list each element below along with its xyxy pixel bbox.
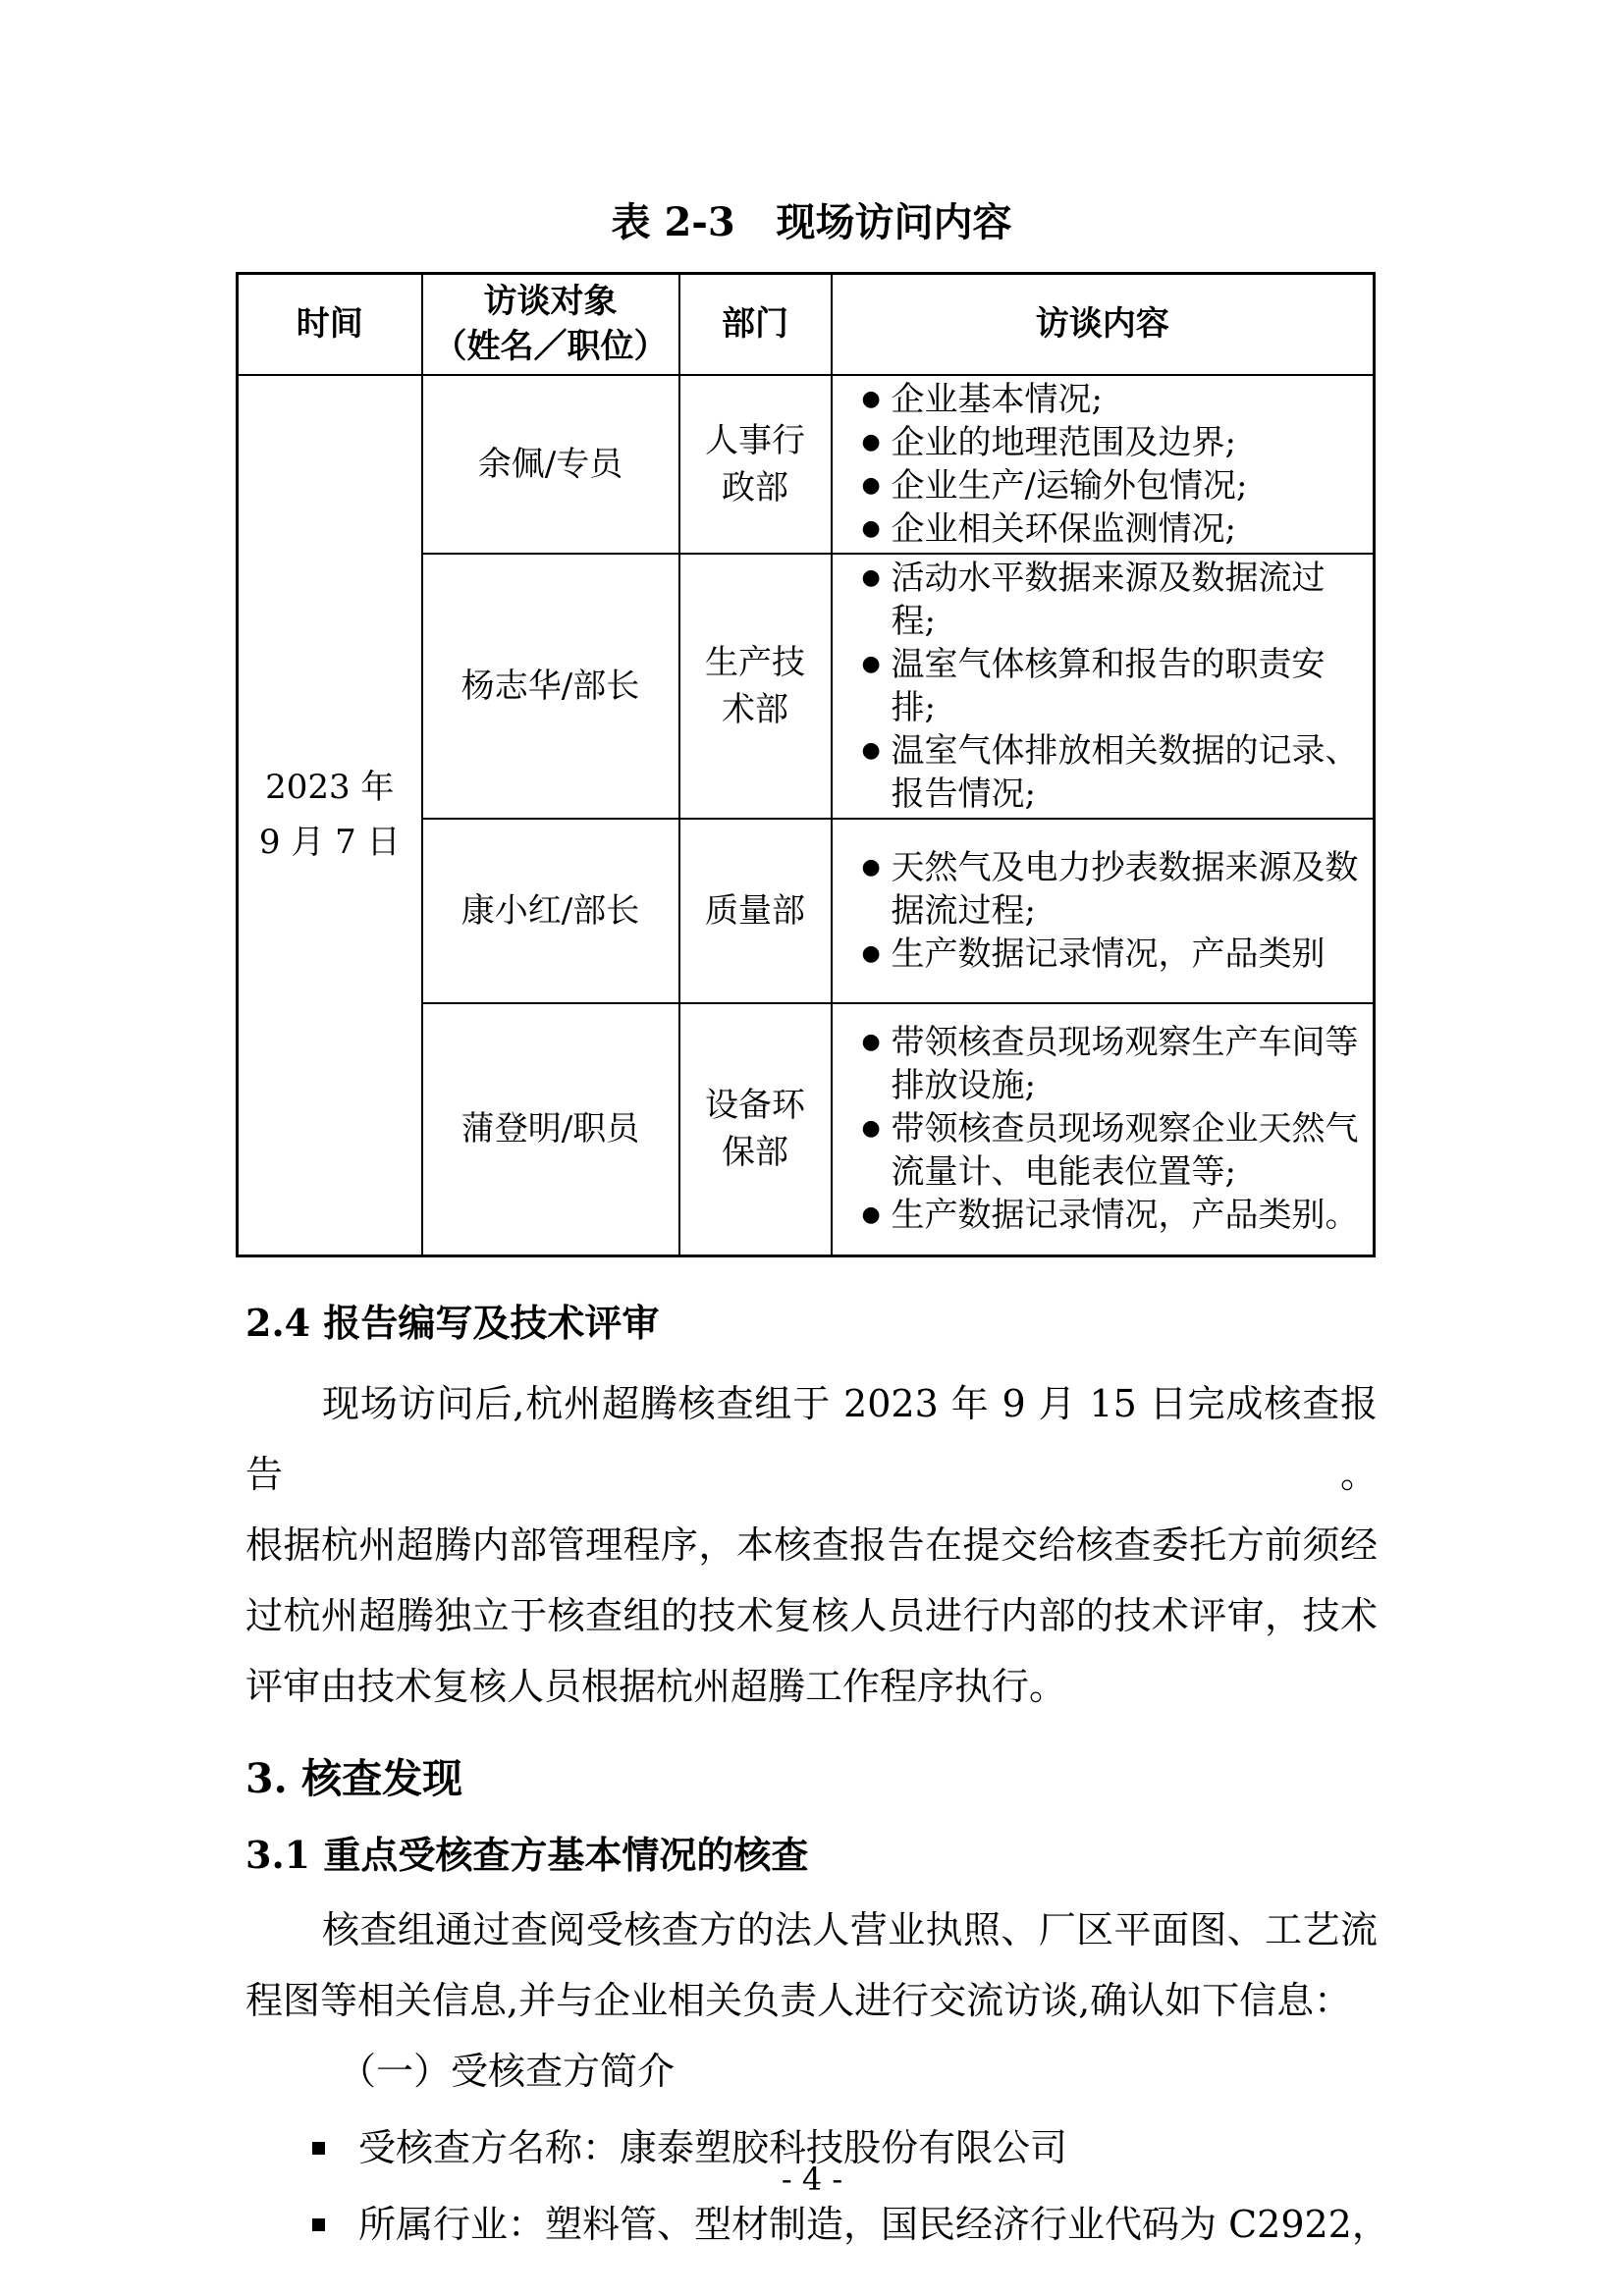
bullet-icon: ● — [861, 429, 881, 454]
dash-list-item: 受核查方名称：康泰塑胶科技股份有限公司 — [358, 2126, 1068, 2169]
page-number: - 4 - — [781, 2161, 843, 2198]
col-header-subject-line2: （姓名／职位） — [433, 327, 668, 367]
bullet-icon: ● — [861, 737, 881, 763]
site-visit-table — [236, 272, 1376, 1257]
bullet-icon: ● — [861, 651, 881, 676]
list-item: ● 带领核查员现场观察企业天然气流量计、电能表位置等; — [861, 1109, 1359, 1193]
col-header-time: 时间 — [238, 274, 422, 375]
dept-cell: 质量部 — [679, 819, 832, 1003]
paragraph-line: 根据杭州超腾内部管理程序，本核查报告在提交给核查委托方前须经 — [245, 1523, 1378, 1567]
table-row — [238, 375, 1375, 554]
list-item: ● 活动水平数据来源及数据流过程; — [861, 558, 1326, 641]
bullet-icon: ● — [861, 940, 881, 966]
paragraph-line: 现场访问后,杭州超腾核查组于 2023 年 9 月 15 日完成核查报告。 — [245, 1382, 1378, 1496]
dept-cell: 生产技术部 — [679, 554, 832, 819]
paragraph-line: 评审由技术复核人员根据杭州超腾工作程序执行。 — [245, 1665, 1067, 1708]
list-item: ● 生产数据记录情况，产品类别。 — [861, 1196, 1359, 1236]
time-line1: 2023 年 — [265, 768, 395, 808]
time-line2: 9 月 7 日 — [258, 823, 401, 863]
list-item: ● 企业生产/运输外包情况; — [861, 465, 1248, 506]
list-item: ● 温室气体核算和报告的职责安排; — [861, 644, 1326, 727]
dept-cell: 人事行政部 — [679, 375, 832, 554]
page-content — [245, 199, 1389, 2260]
bullet-icon: ● — [861, 1202, 881, 1228]
sub-heading-brief: （一）受核查方简介 — [339, 2050, 676, 2093]
list-item: ● 企业相关环保监测情况; — [861, 508, 1236, 549]
list-item: ● 生产数据记录情况，产品类别 — [861, 934, 1326, 974]
section-heading-2-4: 2.4 报告编写及技术评审 — [245, 1301, 660, 1345]
list-item: ● 企业的地理范围及边界; — [861, 422, 1236, 462]
table-caption: 表 2-3 现场访问内容 — [611, 199, 1012, 245]
list-item: ● 带领核查员现场观察生产车间等排放设施; — [861, 1023, 1359, 1106]
list-item: ● 温室气体排放相关数据的记录、报告情况; — [861, 730, 1359, 814]
dept-cell: 设备环保部 — [679, 1003, 832, 1256]
col-header-subject — [422, 274, 679, 375]
bullet-icon: ● — [861, 472, 881, 498]
col-header-content: 访谈内容 — [832, 274, 1375, 375]
content-cell — [832, 819, 1375, 1003]
bullet-icon: ● — [861, 564, 881, 590]
subject-cell: 余佩/专员 — [422, 375, 679, 554]
dash-list-item: 所属行业：塑料管、型材制造，国民经济行业代码为 C2922， — [358, 2203, 1389, 2246]
table-header-row — [238, 274, 1375, 375]
bullet-icon: ● — [861, 515, 881, 541]
paragraph-line: 过杭州超腾独立于核查组的技术复核人员进行内部的技术评审，技术 — [245, 1594, 1378, 1637]
section-heading-3: 3. 核查发现 — [245, 1755, 463, 1802]
col-header-dept: 部门 — [679, 274, 832, 375]
bullet-icon: ● — [861, 1030, 881, 1055]
paragraph-3-1 — [245, 1895, 1378, 2107]
time-cell — [238, 375, 422, 1256]
list-item: ● 天然气及电力抄表数据来源及数据流过程; — [861, 847, 1359, 931]
bullet-icon: ● — [861, 1116, 881, 1142]
paragraph-line: 程图等相关信息,并与企业相关负责人进行交流访谈,确认如下信息： — [245, 1979, 1352, 2022]
list-item: ● 企业基本情况; — [861, 379, 1103, 419]
content-cell — [832, 375, 1375, 554]
section-heading-3-1: 3.1 重点受核查方基本情况的核查 — [245, 1833, 809, 1877]
subject-cell: 蒲登明/职员 — [422, 1003, 679, 1256]
paragraph-2-4 — [245, 1368, 1378, 1722]
content-cell — [832, 554, 1375, 819]
subject-cell: 康小红/部长 — [422, 819, 679, 1003]
content-cell — [832, 1003, 1375, 1256]
paragraph-line: 核查组通过查阅受核查方的法人营业执照、厂区平面图、工艺流 — [322, 1908, 1378, 1951]
bullet-icon: ● — [861, 854, 881, 880]
bullet-icon: ● — [861, 386, 881, 411]
subject-cell: 杨志华/部长 — [422, 554, 679, 819]
col-header-subject-line1: 访谈对象 — [483, 282, 618, 322]
